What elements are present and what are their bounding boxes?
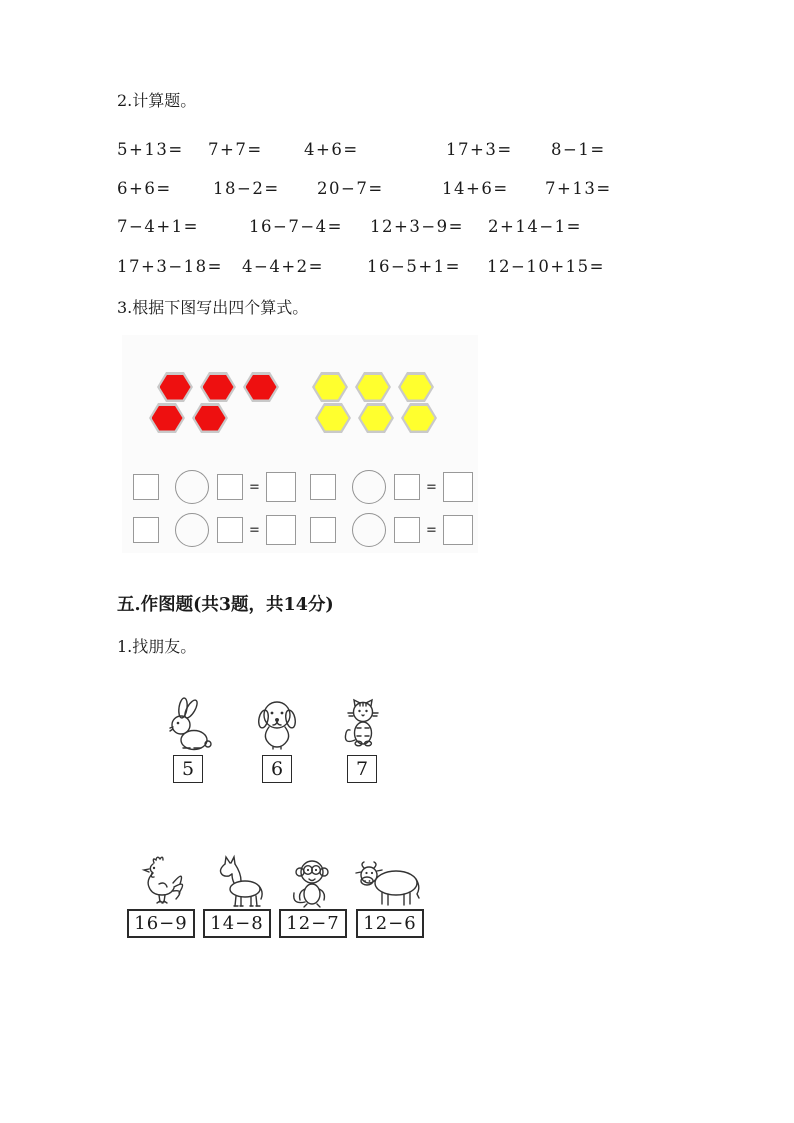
red-hexagon <box>192 403 228 433</box>
calc-expression: 8−1= <box>551 140 606 159</box>
match-item-tiger <box>332 694 392 783</box>
calc-expression: 14+6= <box>442 179 509 198</box>
calc-expression: 12−10+15= <box>487 257 605 276</box>
calc-expression: 12+3−9= <box>370 217 464 236</box>
calc-expression: 4−4+2= <box>242 257 324 276</box>
cow-icon <box>354 853 426 908</box>
calc-expression: 16−5+1= <box>367 257 461 276</box>
yellow-hexagon <box>401 403 437 433</box>
answer-square <box>443 515 473 545</box>
calc-expression: 20−7= <box>317 179 384 198</box>
answer-square <box>443 472 473 502</box>
expression-box: 14−8 <box>203 909 270 938</box>
horse-icon <box>203 853 271 908</box>
expression-box: 16−9 <box>127 909 194 938</box>
blank-circle <box>175 470 209 504</box>
expression-box: 12−6 <box>356 909 423 938</box>
equation-template <box>310 513 473 547</box>
equation-template <box>133 470 296 504</box>
calc-expression: 18−2= <box>213 179 280 198</box>
rabbit-icon <box>158 694 218 754</box>
number-box: 5 <box>173 755 203 783</box>
blank-square <box>394 474 420 500</box>
calc-expression: 7+7= <box>208 140 263 159</box>
yellow-hexagon <box>358 403 394 433</box>
match-item-cow <box>356 853 424 938</box>
match-item-horse <box>203 853 271 938</box>
draw-section-heading: 五.作图题(共3题，共14分) <box>117 595 334 615</box>
match-item-rabbit <box>158 694 218 783</box>
match-item-monkey <box>279 853 347 938</box>
equation-template <box>310 470 473 504</box>
blank-square <box>133 517 159 543</box>
blank-square <box>133 474 159 500</box>
equals-sign: = <box>426 522 437 538</box>
number-box: 7 <box>347 755 377 783</box>
calc-expression: 4+6= <box>304 140 359 159</box>
calc-section-heading: 2.计算题。 <box>117 91 197 110</box>
equals-sign: = <box>249 479 260 495</box>
blank-circle <box>352 513 386 547</box>
expression-box: 12−7 <box>279 909 346 938</box>
calc-expression: 2+14−1= <box>488 217 582 236</box>
red-hexagon <box>149 403 185 433</box>
equation-template <box>133 513 296 547</box>
calc-expression: 16−7−4= <box>249 217 343 236</box>
find-friend-heading: 1.找朋友。 <box>117 637 197 656</box>
blank-square <box>217 474 243 500</box>
blank-square <box>394 517 420 543</box>
red-hexagon <box>157 372 193 402</box>
tiger-icon <box>332 694 392 754</box>
rooster-icon <box>127 853 195 908</box>
red-hexagon <box>200 372 236 402</box>
blank-square <box>310 474 336 500</box>
red-hexagon <box>243 372 279 402</box>
equals-sign: = <box>426 479 437 495</box>
figure-section-heading: 3.根据下图写出四个算式。 <box>117 298 309 317</box>
calc-expression: 5+13= <box>117 140 184 159</box>
match-item-dog <box>247 694 307 783</box>
yellow-hexagon <box>315 403 351 433</box>
calc-expression: 7+13= <box>545 179 612 198</box>
blank-circle <box>175 513 209 547</box>
calc-expression: 17+3−18= <box>117 257 223 276</box>
dog-icon <box>247 694 307 754</box>
match-item-rooster <box>127 853 195 938</box>
yellow-hexagon <box>398 372 434 402</box>
equals-sign: = <box>249 522 260 538</box>
yellow-hexagon <box>312 372 348 402</box>
number-box: 6 <box>262 755 292 783</box>
blank-square <box>310 517 336 543</box>
answer-square <box>266 472 296 502</box>
answer-square <box>266 515 296 545</box>
monkey-icon <box>281 853 345 908</box>
calc-expression: 6+6= <box>117 179 172 198</box>
yellow-hexagon <box>355 372 391 402</box>
blank-square <box>217 517 243 543</box>
blank-circle <box>352 470 386 504</box>
calc-expression: 7−4+1= <box>117 217 199 236</box>
hexagon-figure-panel <box>122 335 478 553</box>
calc-expression: 17+3= <box>446 140 513 159</box>
